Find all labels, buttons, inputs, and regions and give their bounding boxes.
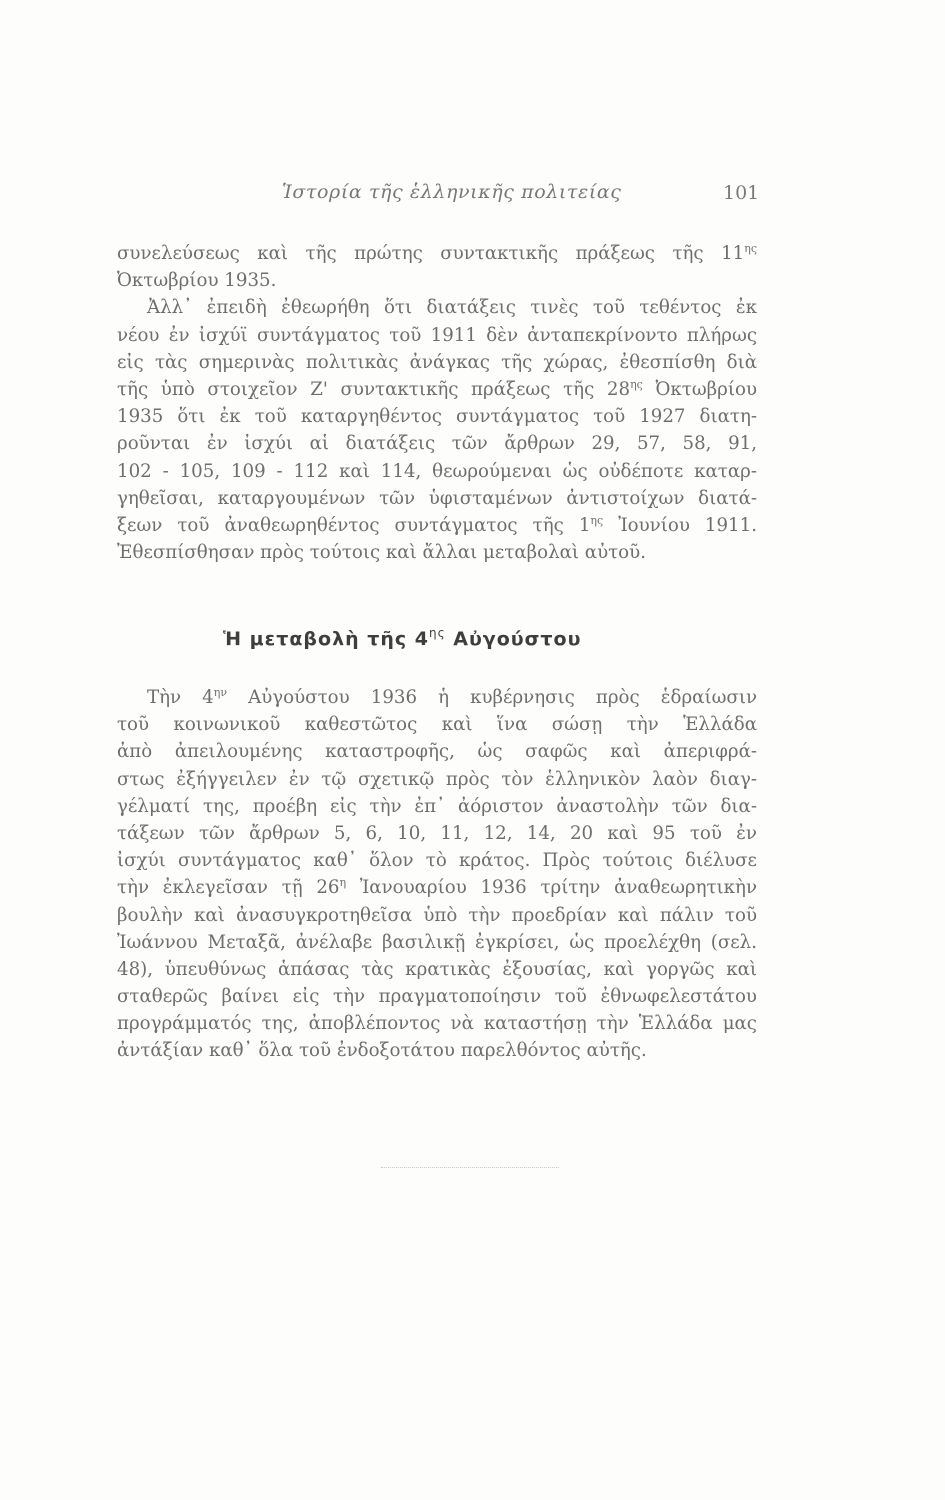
running-head: Ἱστορία τῆς ἑλληνικῆς πολιτείας xyxy=(282,181,622,203)
text-line: 48), ὑπευθύνως ἁπάσας τὰς κρατικὰς ἐξουσίας, καὶ γοργῶς καὶ xyxy=(117,958,757,980)
text-line: τῆς ὑπὸ στοιχεῖον Ζ' συντακτικῆς πράξεως τῆς $28^{\eta\varsigma}$ Ὀκτωβρίου xyxy=(117,377,758,400)
text-line: στως ἐξήγγειλεν ἐν τῷ σχετικῷ πρὸς τὸν ἑλληνικὸν λαὸν διαγ- xyxy=(117,768,757,790)
text-line: Ὀκτωβρίου 1935. xyxy=(117,270,277,292)
page-number: 101 xyxy=(723,182,760,204)
text-line: Τὴν $4^{\eta\nu}$ Αὐγούστου 1936 ἡ κυβέρνησις πρὸς ἑδραίωσιν xyxy=(147,686,758,708)
text-line: ροῦνται ἐν ἰσχύι αἱ διατάξεις τῶν ἄρθρων 29, 57, 58, 91, xyxy=(117,433,757,455)
text-line: 102 - 105, 109 - 112 καὶ 114, θεωρούμεναι ὡς οὐδέποτε καταρ- xyxy=(117,460,757,482)
text-line: ἰσχύι συντάγματος καθ᾽ ὅλον τὸ κράτος. Πρὸς τούτοις διέλυσε xyxy=(117,850,757,872)
text-line: γηθεῖσαι, καταργουμένων τῶν ὑφισταμένων ἀντιστοίχων διατά- xyxy=(117,487,757,509)
text-line: νέου ἐν ἰσχύϊ συντάγματος τοῦ 1911 δὲν ἀνταπεκρίνοντο πλήρως xyxy=(117,324,757,346)
text-line: Ἰωάννου Μεταξᾶ, ἀνέλαβε βασιλικῇ ἐγκρίσει, ὡς προελέχθη (σελ. xyxy=(117,931,757,953)
text-line: εἰς τὰς σημερινὰς πολιτικὰς ἀνάγκας τῆς χώρας, ἐθεσπίσθη διὰ xyxy=(117,351,757,373)
section-heading: Ἡ μεταβολὴ τῆς $4^{\eta\varsigma}$ Αὐγούστου xyxy=(223,626,582,650)
text-line: ξεων τοῦ ἀναθεωρηθέντος συντάγματος τῆς $1^{\eta\varsigma}$ Ἰουνίου 1911. xyxy=(117,513,757,536)
text-line: Ἐθεσπίσθησαν πρὸς τούτοις καὶ ἄλλαι μεταβολαὶ αὐτοῦ. xyxy=(117,542,646,564)
text-line: σταθερῶς βαίνει εἰς τὴν πραγματοποίησιν τοῦ ἐθνωφελεστάτου xyxy=(117,986,757,1008)
text-line: τάξεων τῶν ἄρθρων 5, 6, 10, 11, 12, 14, 20 καὶ 95 τοῦ ἐν xyxy=(117,822,757,844)
text-line: ἀπὸ ἀπειλουμένης καταστροφῆς, ὡς σαφῶς καὶ ἀπεριφρά- xyxy=(117,741,757,763)
text-line: 1935 ὅτι ἐκ τοῦ καταργηθέντος συντάγματος τοῦ 1927 διατη- xyxy=(117,406,757,428)
paragraph-1 xyxy=(117,240,757,566)
text-line: προγράμματός της, ἀποβλέποντος νὰ καταστήσῃ τὴν Ἑλλάδα μας xyxy=(117,1013,757,1035)
text-line: τοῦ κοινωνικοῦ καθεστῶτος καὶ ἵνα σώσῃ τὴν Ἑλλάδα xyxy=(117,714,757,736)
text-line: Ἀλλ᾽ ἐπειδὴ ἐθεωρήθη ὅτι διατάξεις τινὲς τοῦ τεθέντος ἐκ xyxy=(147,297,757,319)
text-line: ἀντάξίαν καθ᾽ ὅλα τοῦ ἐνδοξοτάτου παρελθόντος αὐτῆς. xyxy=(117,1040,647,1062)
text-line: τὴν ἐκλεγεῖσαν τῇ $26^\eta$ Ἰανουαρίου 1936 τρίτην ἀναθεωρητικὴν xyxy=(117,876,757,899)
faint-separator-rule xyxy=(381,1167,559,1168)
paragraph-2 xyxy=(117,684,757,1065)
text-line: βουλὴν καὶ ἀνασυγκροτηθεῖσα ὑπὸ τὴν προεδρίαν καὶ πάλιν τοῦ xyxy=(117,904,757,926)
text-line: συνελεύσεως καὶ τῆς πρώτης συντακτικῆς πράξεως τῆς $11^{\eta\varsigma}$ xyxy=(117,242,757,264)
text-line: γέλματί της, προέβη εἰς τὴν ἐπ᾽ ἀόριστον ἀναστολὴν τῶν δια- xyxy=(117,795,757,817)
